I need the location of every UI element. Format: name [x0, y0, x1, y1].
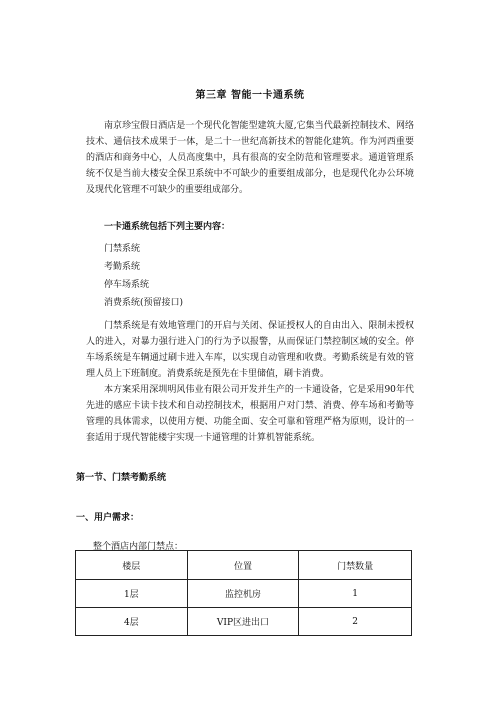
list-heading: 一卡通系统包括下列主要内容：: [104, 222, 231, 232]
chapter-title: 第三章 智能一卡通系统: [195, 90, 305, 101]
access-control-paragraph: 门禁系统是有效地管理门的开启与关闭、保证授权人的自由出入、限制未授权人的进入，对暴力强行进入门的行为予以报警，从而保证门禁控制区域的安全。停车场系统是车辆通过刷卡进入车库，以实现自动管理和收费。考勤系统是有效的管理人员上下班制度。消费系统是预先在卡里储值，刷卡消费。: [86, 321, 414, 379]
intro-paragraph: 南京珍宝假日酒店是一个现代化智能型建筑大厦,它集当代最新控制技术、网络技术、通信技术成果于一体，是二十一世纪高新技术的智能化建筑。作为河西重要的酒店和商务中心，人员高度集中，具有很高的安全防范和管理要求。通道管理系统不仅是当前大楼安全保卫系统中不可缺少的重要组成部分，也是现代化办公环境及现代化管理不可缺少的重要组成部分。: [86, 121, 414, 195]
cell-door-count: 2: [299, 608, 412, 636]
subsection-heading: 一、用户需求：: [76, 513, 140, 523]
header-location: 位置: [187, 551, 299, 580]
cell-location: 监控机房: [187, 580, 299, 608]
system-list: [104, 240, 183, 312]
table-intro: 整个酒店内部门禁点：: [93, 542, 184, 552]
table-header-row: [76, 551, 412, 580]
table-row: [76, 608, 412, 636]
header-floor: 楼层: [76, 551, 188, 580]
access-points-table: [75, 550, 412, 636]
cell-location: VIP区进出口: [187, 608, 299, 636]
cell-floor: 1层: [76, 580, 188, 608]
list-item: 停车场系统: [104, 280, 150, 290]
header-door-count: 门禁数量: [299, 551, 412, 580]
solution-paragraph: 本方案采用深圳明风伟业有限公司开发并生产的一卡通设备，它是采用90年代先进的感应卡读卡技术和自动控制技术，根据用户对门禁、消费、停车场和考勤等管理的具体需求，以使用方便、功能全面、安全可靠和管理严格为原则，设计的一套适用于现代智能楼宇实现一卡通管理的计算机智能系统。: [86, 385, 414, 443]
list-item: 门禁系统: [104, 244, 141, 254]
table-row: [76, 580, 412, 608]
cell-door-count: 1: [299, 580, 412, 608]
list-item: 消费系统(预留接口): [104, 298, 184, 308]
list-item: 考勤系统: [104, 262, 141, 272]
section-heading: 第一节、门禁考勤系统: [76, 473, 167, 483]
cell-floor: 4层: [76, 608, 188, 636]
